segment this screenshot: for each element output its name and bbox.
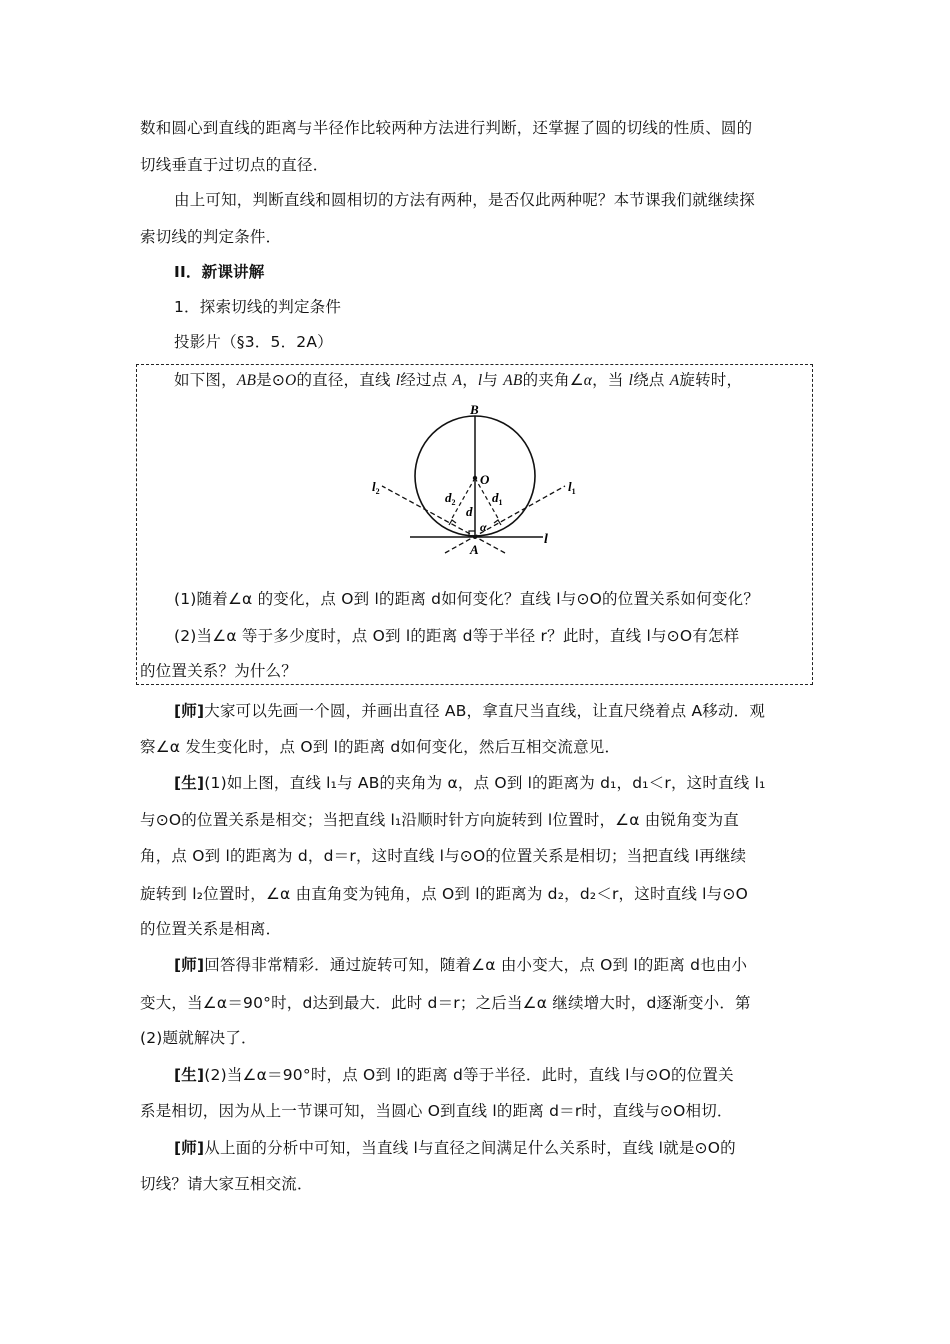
text: 旋转时，	[679, 371, 743, 389]
speaker-teacher: [师]	[174, 702, 205, 720]
dialog-2-line-2: 与⊙O的位置关系是相交；当把直线 l₁沿顺时针方向旋转到 l位置时，∠α 由锐角变为直	[140, 811, 740, 829]
intro-line-2: 切线垂直于过切点的直径．	[140, 156, 329, 174]
text: 经过点	[400, 371, 453, 389]
section-heading: II．新课讲解	[174, 263, 265, 281]
math-O: O	[285, 372, 297, 389]
text: 回答得非常精彩．通过旋转可知，随着∠α 由小变大，点 O到 l的距离 d也由小	[204, 956, 748, 974]
box-intro-line	[140, 370, 844, 391]
speaker-student: [生]	[174, 1066, 205, 1084]
dialog-2-line-3: 角，点 O到 l的距离为 d，d＝r，这时直线 l与⊙O的位置关系是相切；当把直线 l再继续	[140, 847, 747, 865]
text: 是⊙	[256, 371, 286, 389]
intro-line-4: 索切线的判定条件．	[140, 228, 282, 246]
math-l: l	[628, 372, 634, 389]
tangent-circle-diagram	[360, 398, 600, 558]
text: (1)如上图，直线 l₁与 AB的夹角为 α，点 O到 l的距离为 d₁，d₁＜r，这时直线 l₁	[204, 774, 766, 792]
label-d2: $d_2$	[445, 490, 456, 507]
math-A: A	[452, 372, 463, 389]
text: 的直径，直线	[296, 371, 396, 389]
math-l: l	[477, 372, 483, 389]
box-question-2-line-1: (2)当∠α 等于多少度时，点 O到 l的距离 d等于半径 r？此时，直线 l与⊙O有怎样	[174, 627, 740, 645]
dialog-5-line-2: 切线？请大家互相交流．	[140, 1175, 313, 1193]
math-A: A	[669, 372, 680, 389]
text: 大家可以先画一个圆，并画出直径 AB，拿直尺当直线，让直尺绕着点 A移动．观	[204, 702, 766, 720]
dialog-3-line-3: (2)题就解决了．	[140, 1029, 257, 1047]
text: (2)当∠α＝90°时，点 O到 l的距离 d等于半径．此时，直线 l与⊙O的位置关	[204, 1066, 734, 1084]
math-AB: AB	[503, 372, 523, 389]
dialog-4-line-1	[140, 1065, 844, 1085]
dialog-1-line-1	[140, 701, 844, 721]
dialog-2-line-5: 的位置关系是相离．	[140, 920, 282, 938]
math-l: l	[395, 372, 401, 389]
box-question-1: (1)随着∠α 的变化，点 O到 l的距离 d如何变化？直线 l与⊙O的位置关系如何变化？	[174, 590, 760, 608]
math-alpha: α	[583, 372, 593, 389]
text: ，当	[592, 371, 629, 389]
dialog-3-line-2: 变大，当∠α＝90°时，d达到最大．此时 d＝r；之后当∠α 继续增大时，d逐渐变小．第	[140, 994, 751, 1012]
label-A: A	[470, 542, 479, 557]
label-alpha: α	[480, 520, 487, 534]
label-d1: $d_1$	[492, 490, 503, 507]
dialog-2-line-1	[140, 773, 844, 793]
math-AB: AB	[236, 372, 257, 389]
intro-line-1: 数和圆心到直线的距离与半径作比较两种方法进行判断，还掌握了圆的切线的性质、圆的	[140, 119, 753, 137]
center-point-O	[473, 476, 477, 480]
text: ，	[462, 371, 478, 389]
subsection-heading: 1．探索切线的判定条件	[174, 298, 342, 316]
text: 从上面的分析中可知，当直线 l与直径之间满足什么关系时，直线 l就是⊙O的	[204, 1139, 736, 1157]
speaker-student: [生]	[174, 774, 205, 792]
speaker-teacher: [师]	[174, 1139, 205, 1157]
text: 的夹角∠	[522, 371, 584, 389]
label-B: B	[470, 402, 479, 417]
intro-line-3: 由上可知，判断直线和圆相切的方法有两种，是否仅此两种呢？本节课我们就继续探	[174, 191, 755, 209]
label-O: O	[480, 472, 490, 487]
speaker-teacher: [师]	[174, 956, 205, 974]
dialog-3-line-1	[140, 955, 844, 975]
dialog-5-line-1	[140, 1138, 844, 1158]
label-l1: $l_1$	[568, 479, 576, 496]
text: 绕点	[633, 371, 670, 389]
label-l: l	[544, 532, 548, 547]
label-d: d	[466, 504, 473, 519]
dialog-4-line-2: 系是相切，因为从上一节课可知，当圆心 O到直线 l的距离 d＝r时，直线与⊙O相切．	[140, 1102, 733, 1120]
box-question-2-line-2: 的位置关系？为什么？	[140, 662, 298, 680]
text: 如下图，	[174, 371, 237, 389]
dialog-2-line-4: 旋转到 l₂位置时，∠α 由直角变为钝角，点 O到 l的距离为 d₂，d₂＜r，这时直线 l与⊙O	[140, 885, 748, 903]
label-l2: $l_2$	[372, 479, 380, 496]
slide-label: 投影片（§3．5．2A）	[174, 333, 333, 351]
point-A	[473, 535, 477, 539]
dialog-1-line-2: 察∠α 发生变化时，点 O到 l的距离 d如何变化，然后互相交流意见．	[140, 738, 621, 756]
text: 与	[482, 371, 504, 389]
